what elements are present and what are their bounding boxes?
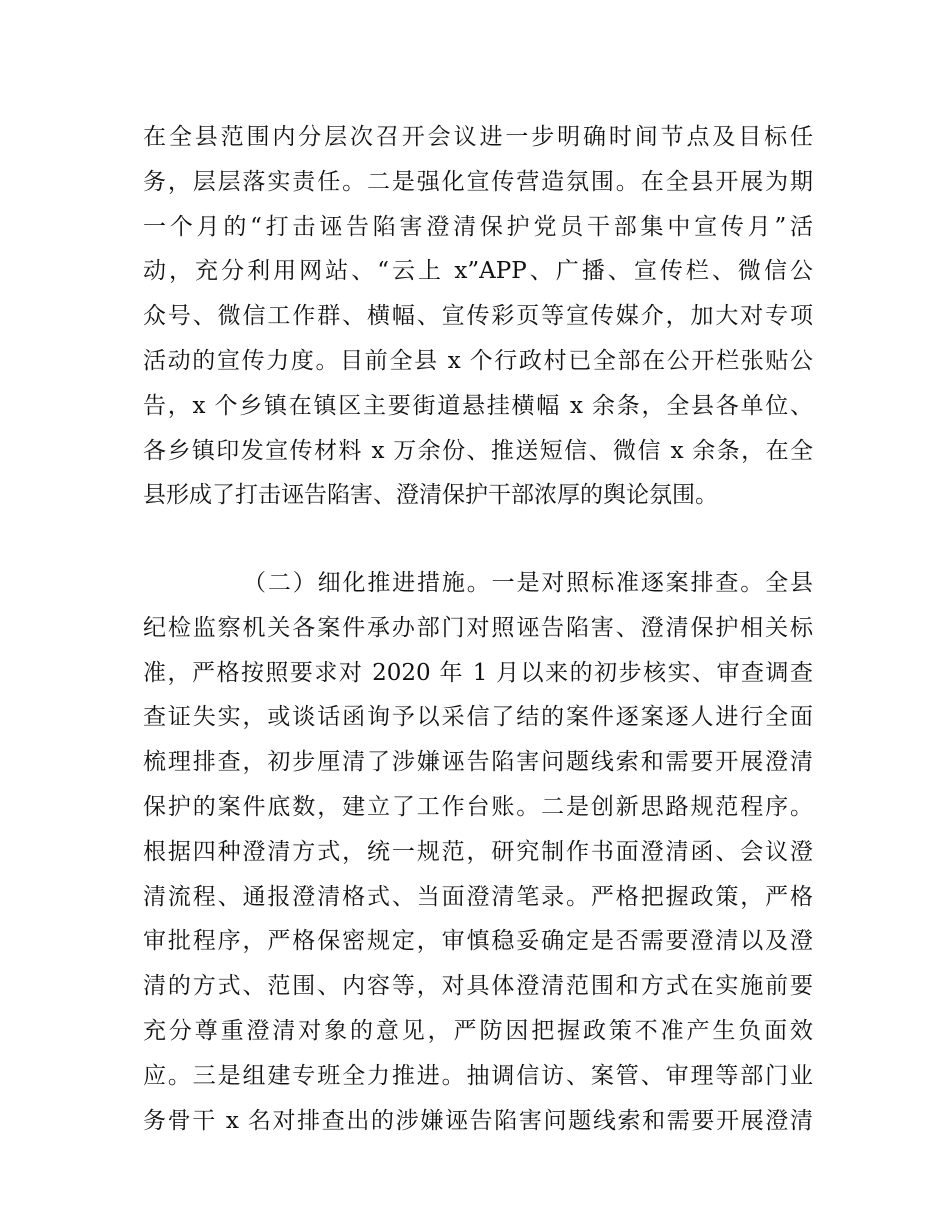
text-line: 准，严格按照要求对 2020 年 1 月以来的初步核实、审查调查 <box>143 659 813 686</box>
text-line: 活动的宣传力度。目前全县 x 个行政村已全部在公开栏张贴公 <box>143 347 813 374</box>
text-line: 清的方式、范围、内容等，对具体澄清范围和方式在实施前要 <box>143 973 813 1000</box>
text-line: 各乡镇印发宣传材料 x 万余份、推送短信、微信 x 余条，在全 <box>143 437 813 464</box>
text-line: 充分尊重澄清对象的意见，严防因把握政策不准产生负面效 <box>143 1017 813 1044</box>
text-line: 梳理排查，初步厘清了涉嫌诬告陷害问题线索和需要开展澄清 <box>143 749 813 776</box>
text-line: 一个月的“打击诬告陷害澄清保护党员干部集中宣传月”活 <box>143 213 813 240</box>
text-line: 告，x 个乡镇在镇区主要街道悬挂横幅 x 余条，全县各单位、 <box>143 392 813 419</box>
text-line: 清流程、通报澄清格式、当面澄清笔录。严格把握政策，严格 <box>143 883 813 910</box>
text-line: 动，充分利用网站、“云上 x”APP、广播、宣传栏、微信公 <box>143 258 813 285</box>
text-line: 在全县范围内分层次召开会议进一步明确时间节点及目标任 <box>143 124 813 150</box>
text-line: 查证失实，或谈话函询予以采信了结的案件逐案逐人进行全面 <box>143 704 813 731</box>
text-line: 审批程序，严格保密规定，审慎稳妥确定是否需要澄清以及澄 <box>143 928 813 955</box>
paragraph-measures <box>143 561 813 1143</box>
text-line: 应。三是组建专班全力推进。抽调信访、案管、审理等部门业 <box>143 1062 813 1089</box>
paragraph-publicity <box>143 115 813 518</box>
text-line: 根据四种澄清方式，统一规范，研究制作书面澄清函、会议澄 <box>143 838 813 865</box>
text-line: 务骨干 x 名对排查出的涉嫌诬告陷害问题线索和需要开展澄清 <box>143 1107 813 1134</box>
text-line: 纪检监察机关各案件承办部门对照诬告陷害、澄清保护相关标 <box>143 614 813 641</box>
text-line: 众号、微信工作群、横幅、宣传彩页等宣传媒介，加大对专项 <box>143 303 813 330</box>
text-line: 保护的案件底数，建立了工作台账。二是创新思路规范程序。 <box>143 793 813 820</box>
text-line: 务，层层落实责任。二是强化宣传营造氛围。在全县开展为期 <box>143 168 813 195</box>
text-line: 县形成了打击诬告陷害、澄清保护干部浓厚的舆论氛围。 <box>143 482 718 509</box>
section-heading-line: （二）细化推进措施。一是对照标准逐案排查。全县 <box>243 570 813 596</box>
